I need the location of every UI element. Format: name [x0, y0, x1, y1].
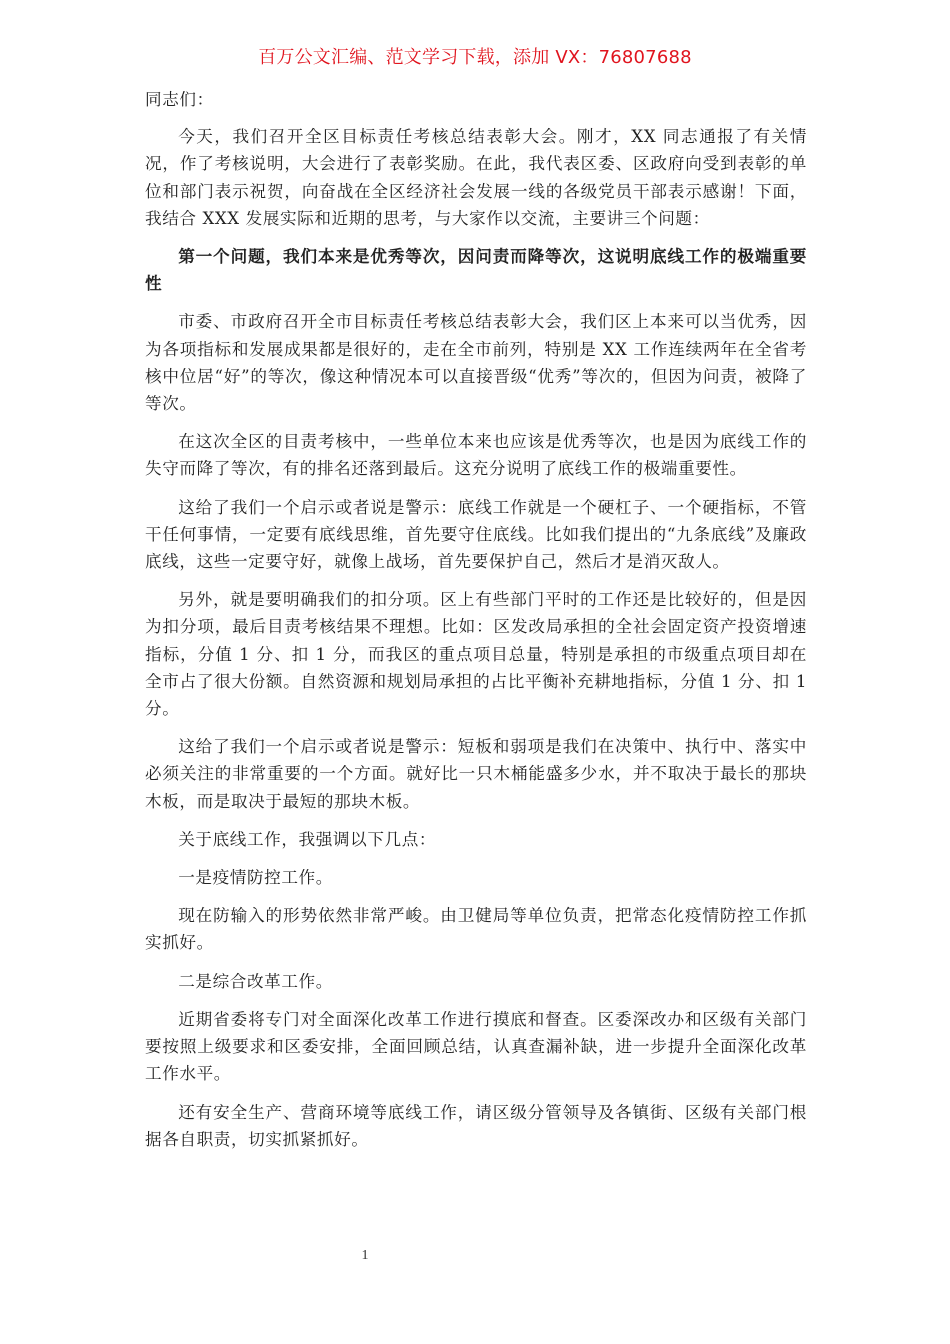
paragraph: 在这次全区的目责考核中，一些单位本来也应该是优秀等次，也是因为底线工作的失守而降了等次，有的排名还落到最后。这充分说明了底线工作的极端重要性。 [145, 432, 807, 479]
paragraph: 现在防输入的形势依然非常严峻。由卫健局等单位负责，把常态化疫情防控工作抓实抓好。 [145, 906, 807, 953]
paragraph: 还有安全生产、营商环境等底线工作，请区级分管领导及各镇街、区级有关部门根据各自职责，切实抓紧抓好。 [145, 1102, 807, 1149]
page-number: 1 [361, 1248, 369, 1263]
list-point-2: 二是综合改革工作。 [178, 971, 333, 991]
paragraph: 市委、市政府召开全市目标责任考核总结表彰大会，我们区上本来可以当优秀，因为各项指标和发展成果都是很好的，走在全市前列，特别是 XX 工作连续两年在全省考核中位居“好”的等次，像这种情况本可以直接晋级“优秀”等次的，但因为问责，被降了等次。 [145, 312, 807, 414]
document-page [145, 86, 807, 1164]
list-point-1: 一是疫情防控工作。 [178, 868, 333, 888]
paragraph-intro: 今天，我们召开全区目标责任考核总结表彰大会。刚才，XX 同志通报了有关情况，作了考核说明，大会进行了表彰奖励。在此，我代表区委、区政府向受到表彰的单位和部门表示祝贺，向奋战在全区经济社会发展一线的各级党员干部表示感谢！下面，我结合 XXX 发展实际和近期的思考，与大家作以交流，主要讲三个问题： [145, 127, 807, 228]
paragraph: 这给了我们一个启示或者说是警示：底线工作就是一个硬杠子、一个硬指标，不管干任何事情，一定要有底线思维，首先要守住底线。比如我们提出的“九条底线”及廉政底线，这些一定要守好，就像上战场，首先要保护自己，然后才是消灭敌人。 [145, 497, 807, 572]
paragraph: 近期省委将专门对全面深化改革工作进行摸底和督查。区委深改办和区级有关部门要按照上级要求和区委安排，全面回顾总结，认真查漏补缺，进一步提升全面深化改革工作水平。 [145, 1009, 807, 1084]
paragraph: 关于底线工作，我强调以下几点： [178, 829, 437, 849]
section-heading-1: 第一个问题，我们本来是优秀等次，因问责而降等次，这说明底线工作的极端重要性 [145, 246, 807, 294]
watermark-banner: 百万公文汇编、范文学习下载，添加 VX：76807688 [258, 47, 692, 68]
paragraph: 这给了我们一个启示或者说是警示：短板和弱项是我们在决策中、执行中、落实中必须关注的非常重要的一个方面。就好比一只木桶能盛多少水，并不取决于最长的那块木板，而是取决于最短的那块木板。 [145, 737, 807, 811]
paragraph: 另外，就是要明确我们的扣分项。区上有些部门平时的工作还是比较好的，但是因为扣分项，最后目责考核结果不理想。比如：区发改局承担的全社会固定资产投资增速指标，分值 1 分、扣 1 分，而我区的重点项目总量，特别是承担的市级重点项目却在全市占了很大份额。自然资源和规划局承担的占比平衡补充耕地指标，分值 1 分、扣 1 分。 [145, 590, 807, 719]
salutation: 同志们： [145, 90, 214, 109]
